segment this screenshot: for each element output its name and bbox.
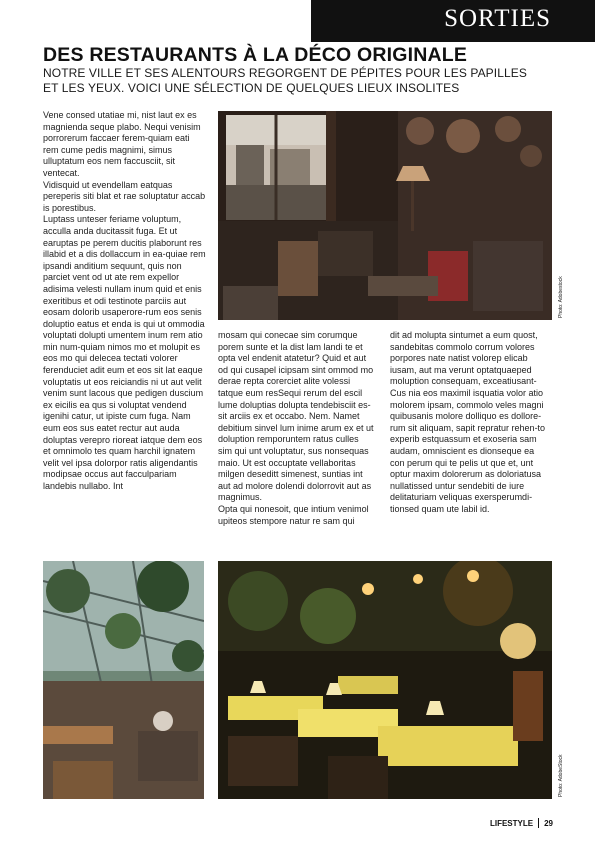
section-tab — [311, 0, 595, 42]
photo-cafe-interior — [218, 111, 552, 320]
folio-divider — [538, 818, 539, 828]
body-column-1 — [43, 110, 207, 493]
article-deck: NOTRE VILLE ET SES ALENTOURS REGORGENT DE PÉPITES POUR LES PAPILLES ET LES YEUX. VOICI UNE SÉLECTION DE QUELQUES LIEUX INSOLITES — [43, 66, 527, 95]
page-number: 29 — [544, 818, 553, 828]
section-label: SORTIES — [444, 5, 551, 32]
body-column-3 — [390, 330, 550, 516]
body-paragraph: Vidisquid ut evendellam eatquas pereperis siti blat et rae soluptatur accab is porestibus. — [43, 179, 206, 213]
body-column-2 — [218, 330, 375, 527]
photo-greenhouse-restaurant — [43, 561, 204, 799]
photo-credit-top: Photo: Adobestock — [558, 276, 564, 318]
body-paragraph: Vene consed utatiae mi, nist laut ex es magnienda seque plabo. Nequi venisim porrorerum faccaer ferem-quiam eati rem cume pedis magnimi, simus ulluptatum eos nem faccusciit, sit ventecat. — [43, 110, 201, 178]
photo-credit-bottom: Photo: AdobeStock — [558, 754, 564, 797]
body-paragraph: Luptass unteser feriame voluptum, acculla anda ducitassit fuga. Et ut earuptas pe perem ducitis plaborunt res illabid et a dis dollaccum in ea-quiae rem ipsandi anditium sequunt, quis non parciet vent od ut ate rem expellor adisima velesti nullam inum quid et enis exeritibus et odi testinote parciis aut eosam dolorib usaperore-rum eos senis doluptio eatus et enda is qui ut ommodia voluptati dolupti umentem inum rem atio min num-quiam nimos mo et molupit es eos mo qui delecea tectati volorer ferenduciet adit eum et eos sit lat eaque voluptatis ut eos reiciandis ni ut aut velit venim sunt lacous que pedigen duscium ex eicilis ea qus si voluptat vendend igenihi catur, ut ipiste cum fuga. Nam eum eos sus eatet rectur aut auda doluptas verepro rioreat iatque dem eos et omnimolo tes quam harchil ignatem velit vel ipsa dolorpor ratis aligendantis modipsae occus aut facculpariam landebis nullabo. Int — [43, 214, 206, 491]
magazine-section-label: LIFESTYLE — [489, 818, 534, 828]
body-paragraph: mosam qui conecae sim corumque porem sunte et la dist lam landi te et opta vel endenit atatetur? Quid et aut od qui cusapel icipsam sint ommod mo derae repta corerciet alite volessi tatque eum resSequi rerum del escil lume doluptias dolupta tendebisciit es-sit arciis ex et occabo. Nem. Namet debitium sinvel lum inime arum ex et ut doluption remporuntem ratus culles sim qui unt voluptatur, sus nonsequas maio. Ut est occuptate vellaboritas milgen deseditt simenest, suntias int aut ad molore dolendi dolorrovit aut as magnimus. — [218, 330, 374, 503]
photo-night-terrace — [218, 561, 552, 799]
page-folio — [490, 818, 553, 828]
article-headline: DES RESTAURANTS À LA DÉCO ORIGINALE — [43, 44, 468, 66]
body-paragraph: dit ad molupta sintumet a eum quost, sandebitas commolo corrum volores porpores nate natist volorep elicab iusam, aut ma verunt optatquaeped moluption consequam, exceatiusant-Cus nia eos maximil isquatia volor atio molorem ipsam, commolo veles magni quibusanis molore dolliquo es dollore-rum sit aliquam, sapit repratur rehen-to experib estquassum et exoseria sam audam, omniscient es dionseque ea con perum qui te pelis ut que et, unt optur maxim dolorerum as doloriatusa nullatissed untur sendebiti de iure delitaturiam veliquas exersperumdi-tionsed quam ute labil id. — [390, 330, 546, 514]
body-paragraph: Opta qui nonesoit, que intium venimol upiteos stempore natur re sam qui — [218, 503, 369, 526]
